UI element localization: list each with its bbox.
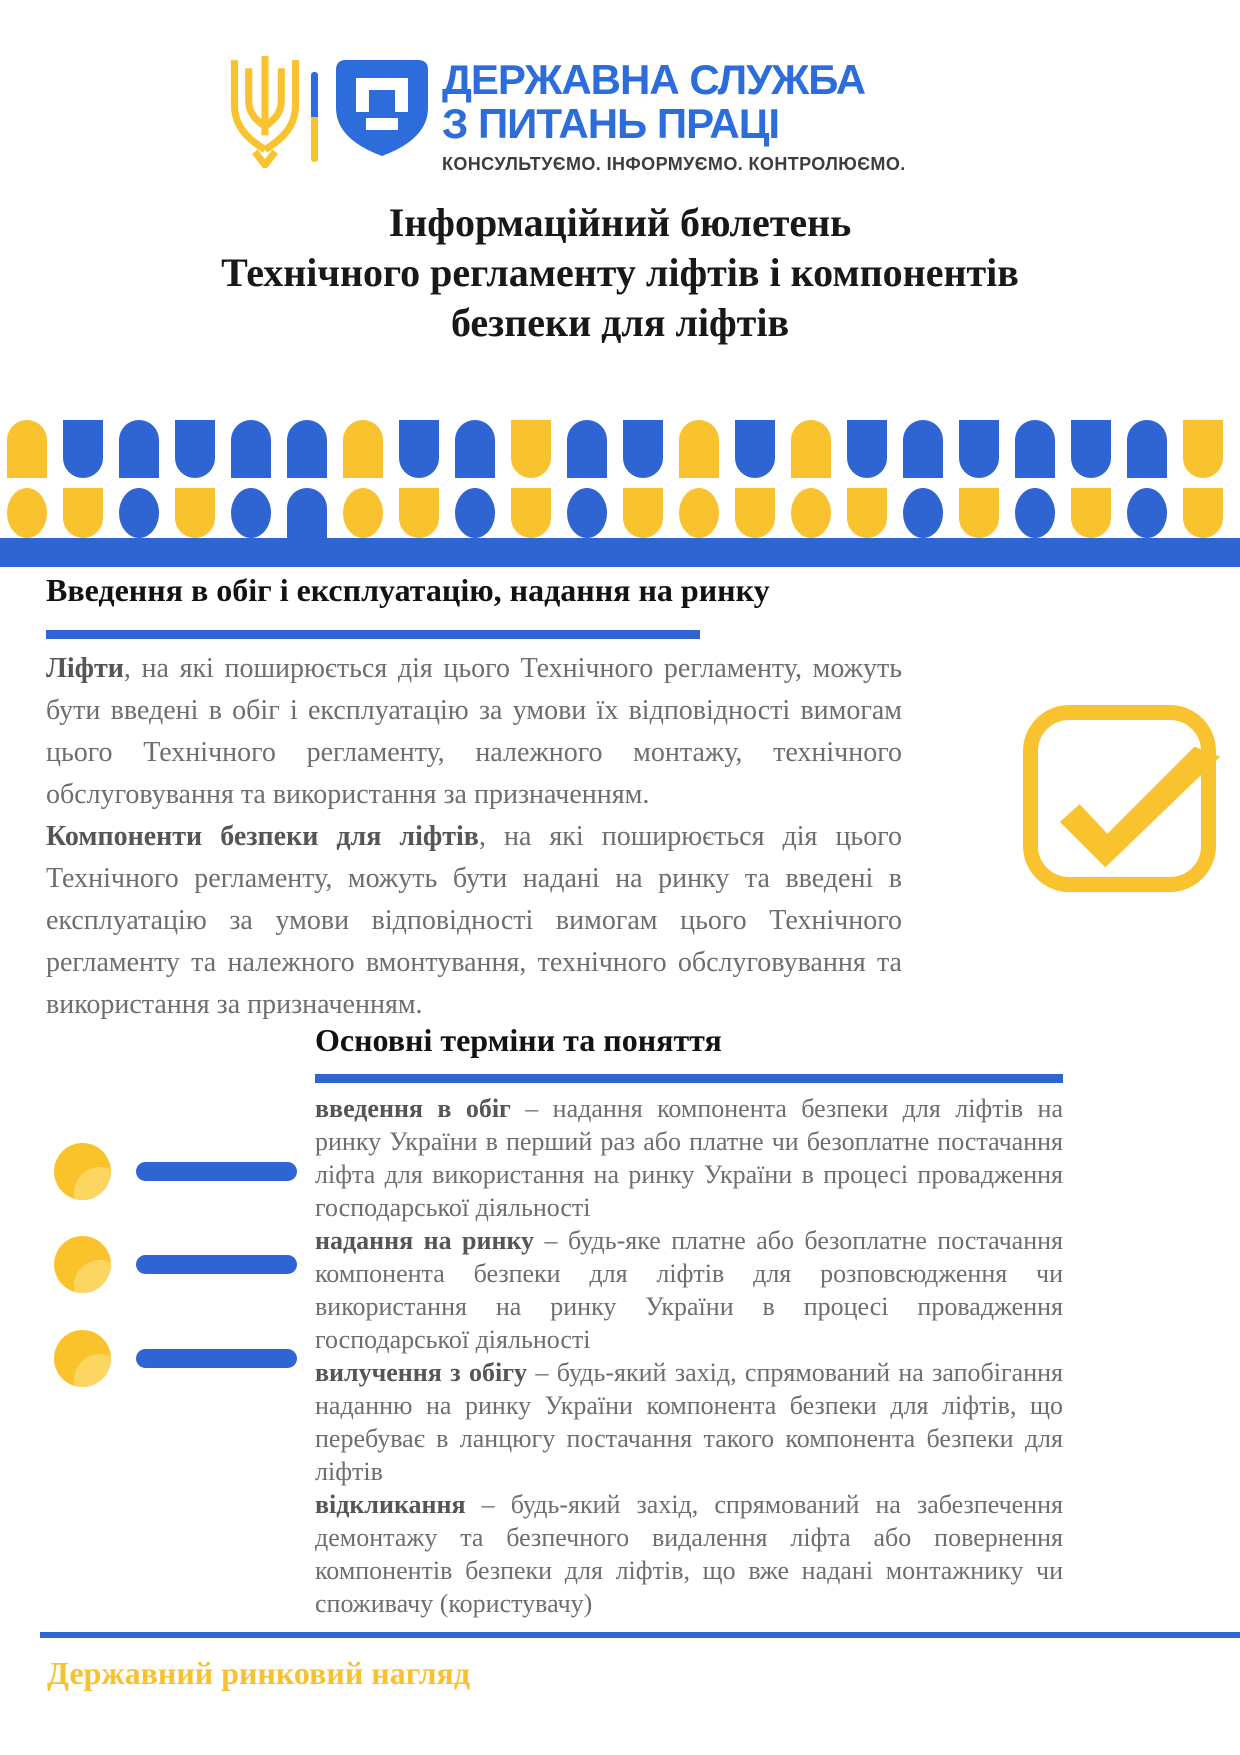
term-item [315,1224,1063,1356]
decor-shape-arch [231,420,271,478]
title-line-2: Технічного регламенту ліфтів і компонентів [221,250,1019,295]
decor-shape-u [959,420,999,478]
decor-shape-oval [679,488,719,538]
section1-heading: Введення в обіг і експлуатацію, надання на ринку [46,572,770,608]
decor-shape-oval [567,488,607,538]
decor-shape-oval [455,488,495,538]
decor-row-bottom [0,488,1240,538]
decor-shape-u [1071,420,1111,478]
decor-shape-u [959,488,999,538]
terms-list [315,1092,1063,1620]
bullet-bar [136,1255,297,1274]
header-divider-bar [311,72,318,162]
decor-shape-u [623,488,663,538]
decor-shape-u [735,488,775,538]
org-name-line1: ДЕРЖАВНА СЛУЖБА [442,56,866,103]
term-label: введення в обіг [315,1094,511,1123]
bullet-circle-icon [54,1330,111,1387]
decor-shape-u [1071,488,1111,538]
decor-shape-arch [7,420,47,478]
decor-shape-u [399,420,439,478]
decor-shape-u [735,420,775,478]
decor-shape-oval [7,488,47,538]
decor-shape-arch [287,488,327,538]
paragraph-lifts-text: , на які поширюється дія цього Технічного регламенту, можуть бути введені в обіг і експлуатацію за умови їх відповідності вимогам цього Технічного регламенту, належного монтажу, технічного обслуговування та використання за призначенням. [46,653,902,810]
document-title [0,198,1240,348]
trident-icon [226,54,304,168]
bullet-circle-icon [54,1143,111,1200]
bullet-bar [136,1349,297,1368]
decor-shape-oval [343,488,383,538]
footer-label: Державний ринковий нагляд [47,1655,471,1691]
decor-row-top [0,420,1240,478]
section1-body [46,648,902,1026]
decor-shape-arch [119,420,159,478]
paragraph-lifts [46,648,902,816]
term-label: надання на ринку [315,1226,535,1255]
decor-shape-arch [791,420,831,478]
term-label: відкликання [315,1490,466,1519]
footer-rule [40,1632,1240,1638]
decor-shape-u [511,488,551,538]
shield-letter-d-icon [336,60,428,156]
title-line-1: Інформаційний бюлетень [388,200,852,245]
decor-shape-u [175,420,215,478]
term-item [315,1356,1063,1488]
org-name-line2: З ПИТАНЬ ПРАЦІ [442,100,780,147]
paragraph-components [46,816,902,1026]
decorative-pattern [0,420,1240,567]
decor-shape-u [63,488,103,538]
decor-shape-oval [1015,488,1055,538]
org-tagline: КОНСУЛЬТУЄМО. ІНФОРМУЄМО. КОНТРОЛЮЄМО. [442,154,906,174]
title-line-3: безпеки для ліфтів [450,300,790,345]
section2-rule [315,1074,1063,1083]
paragraph-lifts-lead: Ліфти [46,653,124,684]
decor-shape-u [1183,488,1223,538]
org-name-block [442,58,906,175]
decor-shape-arch [287,420,327,478]
paragraph-components-lead: Компоненти безпеки для ліфтів [46,821,479,852]
decor-shape-u [511,420,551,478]
decor-shape-u [399,488,439,538]
term-item [315,1488,1063,1620]
decor-shape-arch [567,420,607,478]
term-definition: – будь-який захід, спрямований на забезпечення демонтажу та безпечного видалення ліфта або повернення компонентів безпеки для ліфтів, що вже надані монтажнику чи споживачу (користувачу) [315,1490,1063,1618]
decor-shape-oval [231,488,271,538]
term-item [315,1092,1063,1224]
decor-shape-u [175,488,215,538]
decor-shape-u [63,420,103,478]
decor-shape-arch [903,420,943,478]
decor-shape-oval [1127,488,1167,538]
decor-shape-oval [903,488,943,538]
decor-shape-arch [343,420,383,478]
decor-shape-oval [119,488,159,538]
term-definition: – будь-яке платне або безоплатне постачання компонента безпеки для ліфтів для розповсюдження чи використання на ринку України в процесі провадження господарської діяльності [315,1226,1063,1354]
section2-heading: Основні терміни та поняття [315,1022,722,1058]
term-definition: – будь-який захід, спрямований на запобігання наданню на ринку України компонента безпеки для ліфтів, що перебуває в ланцюгу постачання такого компонента безпеки для ліфтів [315,1358,1063,1486]
decor-shape-u [847,420,887,478]
decor-shape-arch [455,420,495,478]
paragraph-components-text: , на які поширюється дія цього Технічного регламенту, можуть бути надані на ринку та введені в експлуатацію за умови відповідності вимогам цього Технічного регламенту та належного вмонтування, технічного обслуговування та використання за призначенням. [46,821,902,1020]
term-definition: – надання компонента безпеки для ліфтів на ринку України в перший раз або платне чи безоплатне постачання ліфта для використання на ринку України в процесі провадження господарської діяльності [315,1094,1063,1222]
decor-shape-arch [679,420,719,478]
section1-rule [46,630,700,639]
checkmark-icon [1046,736,1234,886]
decor-shape-arch [1015,420,1055,478]
decor-shape-u [623,420,663,478]
decor-shape-u [847,488,887,538]
term-label: вилучення з обігу [315,1358,528,1387]
bullet-circle-icon [54,1236,111,1293]
decor-shape-arch [1127,420,1167,478]
decor-shape-oval [791,488,831,538]
bullet-bar [136,1162,297,1181]
decor-shape-u [1183,420,1223,478]
blue-band [0,538,1240,567]
